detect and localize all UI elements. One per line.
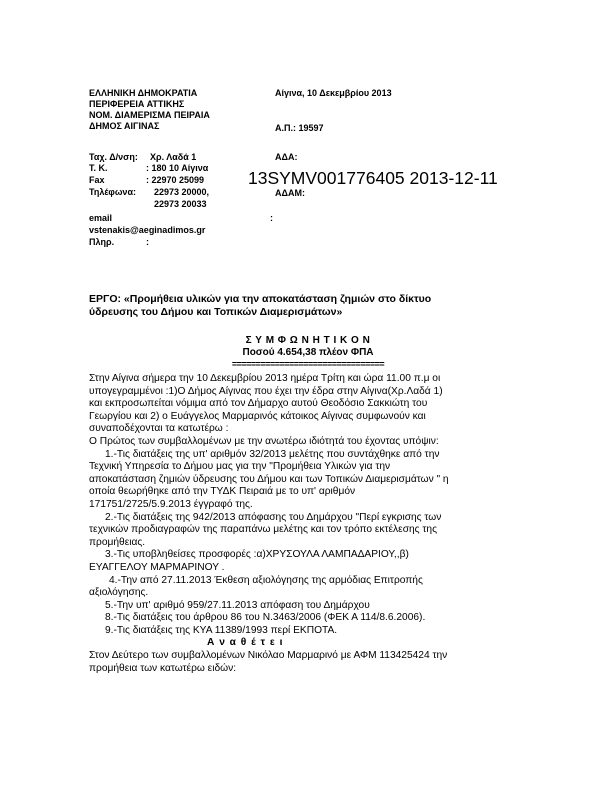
municipality-name: ΔΗΜΟΣ ΑΙΓΙΝΑΣ — [89, 121, 160, 131]
item-2-line: προμήθειας. — [89, 536, 146, 548]
ada-label: ΑΔΑ: — [275, 152, 298, 162]
prefecture-name: ΝΟΜ. ΔΙΑΜΕΡΙΣΜΑ ΠΕΙΡΑΙΑ — [89, 110, 210, 120]
item-8-line: 8.-Τις διατάξεις του άρθρου 86 του Ν.3463/2006 (ΦΕΚ Α 114/8.6.2006). — [105, 612, 426, 624]
item-4-line: αξιολόγησης. — [89, 587, 149, 599]
document-date: Αίγινα, 10 Δεκεμβρίου 2013 — [275, 88, 392, 98]
body-line: υπογεγραμμένοι :1)Ο Δήμος Αίγινας που έχει την έδρα στην Αίγινα(Χρ.Λαδά 1) — [89, 385, 443, 397]
fax-value: : 22970 25099 — [146, 175, 205, 185]
item-3-line: 3.-Τις υποβληθείσες προσφορές :α)ΧΡΥΣΟΥΛΑ ΛΑΜΠΑΔΑΡΙΟΥ,,β) — [105, 549, 409, 561]
address-label: Ταχ. Δ/νση: — [89, 152, 138, 162]
item-1-line: 171751/2725/5.9.2013 έγγραφό της. — [89, 498, 253, 510]
item-2-line: 2.-Τις διατάξεις της 942/2013 απόφασης του Δημάρχου "Περί εγκρισης των — [105, 511, 442, 523]
closing-line: Στον Δεύτερο των συμβαλλομένων Νικόλαο Μαρμαρινό με ΑΦΜ 113425424 την — [89, 650, 448, 662]
item-5-line: 5.-Την υπ' αριθμό 959/27.11.2013 απόφαση του Δημάρχου — [105, 599, 370, 611]
item-1-line: οποία θεωρήθηκε από την ΤΥΔΚ Πειραιά με το υπ' αριθμόν — [89, 486, 356, 498]
fax-label: Fax — [89, 175, 105, 185]
protocol-number: Α.Π.: 19597 — [275, 123, 324, 133]
adam-label: ΑΔΑΜ: — [275, 188, 305, 198]
body-line: και εκπροσωπείται νόμιμα από τον Δήμαρχο αυτού Θεοδόσιο Σακκιώτη του — [89, 398, 428, 410]
project-title-line-1: ΕΡΓΟ: «Προμήθεια υλικών για την αποκατάσταση ζημιών στο δίκτυο — [89, 293, 432, 305]
info-colon: : — [146, 237, 149, 247]
agreement-body — [89, 373, 539, 675]
region-name: ΠΕΡΙΦΕΡΕΙΑ ΑΤΤΙΚΗΣ — [89, 99, 185, 109]
body-line: Στην Αίγινα σήμερα την 10 Δεκεμβρίου 2013 ημέρα Τρίτη και ώρα 11.00 π.μ οι — [89, 373, 441, 384]
email-value: vstenakis@aeginadimos.gr — [89, 225, 206, 235]
item-2-line: τεχνικών προδιαγραφών της παραπάνω μελέτης και τον τρόπο εκτέλεσης της — [89, 524, 437, 536]
project-title-line-2: ύδρευσης του Δήμου και Τοπικών Διαμερισμάτων» — [89, 306, 343, 318]
item-1-line: 1.-Τις διατάξεις της υπ' αριθμόν 32/2013 μελέτης που συντάχθηκε από την — [105, 448, 440, 460]
phone-value-1: 22973 20000, — [154, 187, 210, 197]
email-colon: : — [270, 213, 273, 223]
body-line: συναποδέχονται τα κατωτέρω : — [89, 423, 229, 435]
closing-line: προμήθεια των κατωτέρω ειδών: — [89, 662, 237, 674]
item-1-line: Τεχνική Υπηρεσία το Δήμου μας για την "Προμήθεια Υλικών για την — [89, 461, 391, 473]
agreement-amount: Ποσού 4.654,38 πλέον ΦΠΑ — [242, 347, 374, 358]
email-label: email — [89, 213, 113, 223]
phone-value-2: 22973 20033 — [154, 199, 207, 209]
tk-value: : 180 10 Αίγινα — [146, 163, 209, 173]
body-line: Ο Πρώτος των συμβαλλομένων με την ανωτέρω ιδιότητά του έχοντας υπόψιν: — [89, 435, 439, 447]
phone-label: Τηλέφωνα: — [89, 187, 136, 197]
body-line: Γεωργίου και 2) ο Ευάγγελος Μαρμαρινός κάτοικος Αίγινας συμφωνούν και — [89, 410, 426, 422]
item-1-line: αποκατάσταση ζημιών ύδρευσης του Δήμου και των Τοπικών Διαμερισμάτων " η — [89, 473, 449, 485]
item-9-line: 9.-Τις διατάξεις της ΚΥΑ 11389/1993 περί ΕΚΠΟΤΑ. — [105, 624, 338, 636]
address-value: Χρ. Λαδά 1 — [150, 152, 197, 162]
agreement-heading: Σ Υ Μ Φ Ω Ν Η Τ Ι Κ Ο Ν — [245, 335, 371, 346]
heading-rule: ================================ — [231, 359, 385, 369]
assign-heading: Α ν α θ έ τ ε ι — [207, 637, 284, 649]
info-label: Πληρ. — [89, 237, 115, 247]
ada-code: 13SYMV001776405 2013-12-11 — [248, 168, 498, 188]
item-3-line: ΕΥΑΓΓΕΛΟΥ ΜΑΡΜΑΡΙΝΟΥ . — [89, 561, 225, 573]
item-4-line: 4.-Την από 27.11.2013 Έκθεση αξιολόγησης της αρμόδιας Επιτροπής — [109, 574, 423, 586]
tk-label: Τ. Κ. — [89, 163, 108, 173]
org-name: ΕΛΛΗΝΙΚΗ ΔΗΜΟΚΡΑΤΙΑ — [89, 88, 198, 98]
